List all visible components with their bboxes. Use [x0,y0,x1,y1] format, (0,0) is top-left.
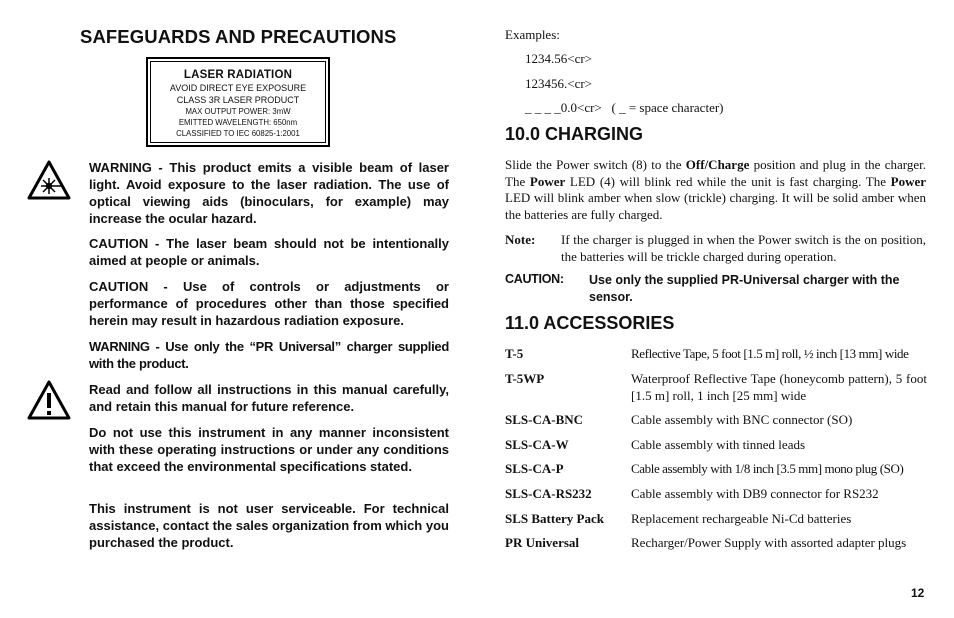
label-line: MAX OUTPUT POWER: 3mW [185,107,291,116]
accessory-description: Cable assembly with DB9 connector for RS232 [631,486,879,501]
accessory-code: SLS Battery Pack [505,511,604,526]
do-not-use-notice: Do not use this instrument in any manner inconsistent with these operating instructions or under any conditions that exceed the environmental specifications stated. [89,425,449,474]
accessory-code: SLS-CA-BNC [505,412,584,427]
caution-label: CAUTION: [505,272,564,286]
accessory-code: SLS-CA-W [505,437,569,452]
accessory-description: Cable assembly with 1/8 inch [3.5 mm] mono plug (SO) [631,461,904,476]
example-item: 1234.56<cr> [525,51,593,66]
accessory-code: SLS-CA-RS232 [505,486,592,501]
not-serviceable-notice: This instrument is not user serviceable. For technical assistance, contact the sales organization from which you purchased the product. [89,501,449,550]
example-item: _ _ _ _0.0<cr> ( _ = space character) [525,100,724,115]
warning-charger: WARNING - Use only the “PR Universal” charger supplied with the product. [89,339,449,371]
accessory-description: Reflective Tape, 5 foot [1.5 m] roll, ½ inch [13 mm] wide [631,346,909,361]
read-follow-instructions: Read and follow all instructions in this manual carefully, and retain this manual for future reference. [89,382,449,414]
charging-heading: 10.0 CHARGING [505,124,644,144]
page-title: SAFEGUARDS AND PRECAUTIONS [80,26,397,47]
accessory-description: Waterproof Reflective Tape (honeycomb pattern), 5 foot [1.5 m] roll, 1 inch [25 mm] wide [631,371,927,403]
charging-body: Slide the Power switch (8) to the Off/Charge position and plug in the charger. The Power LED (4) will blink red while the unit is fast charging. The Power LED will blink amber when slow (trickle) charging. It will be solid amber when the batteries are fully charged. [505,157,927,222]
caution-aim: CAUTION - The laser beam should not be intentionally aimed at people or animals. [89,236,449,268]
label-line: CLASS 3R LASER PRODUCT [176,95,300,105]
accessory-code: T-5 [505,346,524,361]
page-number: 12 [911,586,925,600]
caution-text: Use only the supplied PR-Universal charger with the sensor. [589,273,900,304]
accessories-heading: 11.0 ACCESSORIES [505,313,675,333]
accessory-description: Replacement rechargeable Ni-Cd batteries [631,511,852,526]
examples-label: Examples: [505,27,560,42]
laser-hazard-icon [27,160,71,200]
accessory-description: Recharger/Power Supply with assorted adapter plugs [631,535,907,550]
accessory-description: Cable assembly with BNC connector (SO) [631,412,853,427]
note-label: Note: [505,232,536,247]
warning-laser-emission: WARNING - This product emits a visible beam of laser light. Avoid exposure to the laser radiation. The use of optical viewing aids (binoculars, for example) may increase the ocular hazard. [89,160,449,226]
accessory-code: T-5WP [505,371,545,386]
accessory-code: PR Universal [505,535,580,550]
laser-warning-label [146,57,330,147]
caution-exclamation-icon [27,380,71,420]
label-line: AVOID DIRECT EYE EXPOSURE [169,83,307,93]
label-line: CLASSIFIED TO IEC 60825-1:2001 [176,129,300,138]
accessory-code: SLS-CA-P [505,461,564,476]
note-text: If the charger is plugged in when the Power switch is the on position, the batteries will be trickle charged during operation. [561,232,926,264]
caution-controls: CAUTION - Use of controls or adjustments or performance of procedures other than those specified herein may result in hazardous radiation exposure. [89,279,449,328]
label-line: EMITTED WAVELENGTH: 650nm [178,118,298,127]
accessory-description: Cable assembly with tinned leads [631,437,806,452]
example-item: 123456.<cr> [525,76,593,91]
label-line: LASER RADIATION [183,69,293,81]
